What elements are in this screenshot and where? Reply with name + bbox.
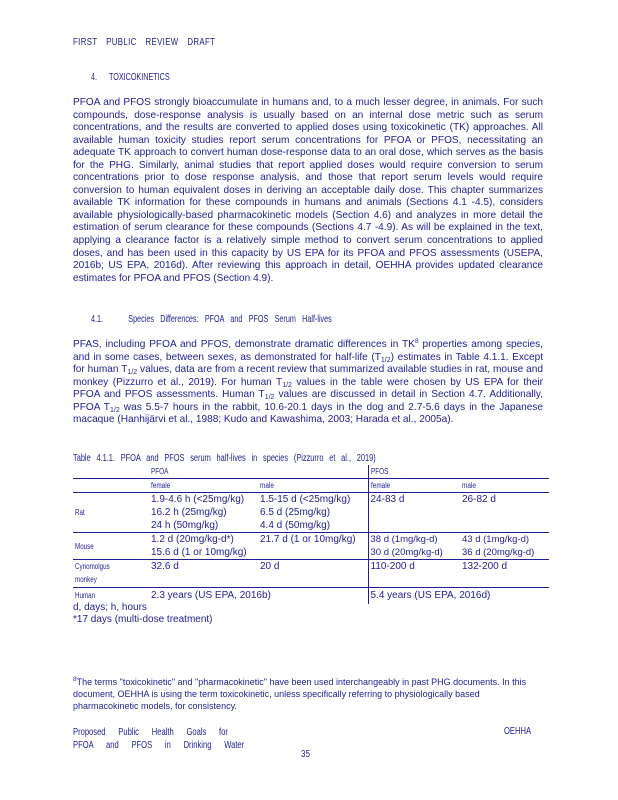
table-cell: 24-83 d (368, 493, 460, 533)
table-row (73, 533, 549, 560)
section-title: TOXICOKINETICS (108, 72, 170, 83)
page-number: 35 (301, 749, 310, 760)
footer-agency: OEHHA (504, 726, 532, 737)
table-cell: 132-200 d (462, 561, 508, 572)
table-group-header (73, 465, 549, 479)
subsection-title: Species Differences: PFOA and PFOS Serum Half-lives (128, 314, 332, 325)
table-cell: 1.9-4.6 h (<25mg/kg) 16.2 h (25mg/kg) 24 h (50mg/kg) (151, 494, 245, 531)
footer-line-1: Proposed Public Health Goals for (73, 727, 228, 738)
footer-title (73, 726, 244, 752)
footnote: $^8$The terms "toxicokinetic" and "pharmacokinetic" have been used interchangeably in past PHG documents. In this document, OEHHA is using the term toxicokinetic, unless specifically referring to physiologically based pharmacokinetic models, for consistency. (73, 676, 527, 711)
species-label: Mouse (75, 541, 94, 551)
subsection-number: 4.1. (91, 314, 104, 325)
footnote-ref: 8 (414, 338, 419, 345)
table-cell: 5.4 years (US EPA, 2016d) (368, 588, 549, 604)
table-cell: 1.5-15 d (<25mg/kg) 6.5 d (25mg/kg) 4.4 d (50mg/kg) (260, 494, 351, 531)
document-header: FIRST PUBLIC REVIEW DRAFT (73, 37, 216, 48)
species-label: Cynomolgus monkey (75, 562, 110, 584)
table-cell: 20 d (260, 561, 280, 572)
group-header-pfoa: PFOA (151, 467, 169, 476)
table-sub-header (73, 479, 549, 493)
table-row (73, 560, 549, 588)
table-cell: 43 d (1mg/kg-d) 36 d (20mg/kg-d) (462, 534, 535, 558)
table-cell: 110-200 d (368, 560, 460, 588)
species-label: Rat (75, 508, 85, 517)
table-cell: 1.2 d (20mg/kg-d*) 15.6 d (1 or 10mg/kg) (151, 534, 247, 558)
table-row (73, 493, 549, 533)
section-heading-4-1 (91, 314, 332, 325)
table-cell: 21.7 d (1 or 10mg/kg) (260, 534, 356, 545)
footnote-marker: 8 (73, 676, 77, 683)
table-cell: 32.6 d (151, 561, 179, 572)
table-cell: 38 d (1mg/kg-d) 30 d (20mg/kg-d) (368, 533, 460, 560)
table-cell: 26-82 d (462, 494, 496, 505)
section-number: 4. (91, 72, 98, 83)
footer-line-2: PFOA and PFOS in Drinking Water (73, 740, 245, 751)
table-note-abbreviations: d, days; h, hours (73, 602, 147, 613)
species-label: Human (75, 591, 96, 601)
column-header: female (370, 481, 390, 490)
group-header-pfos: PFOS (370, 467, 388, 476)
column-header: male (462, 481, 476, 490)
table-note-asterisk: *17 days (multi-dose treatment) (73, 614, 213, 625)
section-heading-4 (91, 72, 170, 83)
table-cell: 2.3 years (US EPA, 2016b) (151, 590, 271, 602)
intro-paragraph: PFOA and PFOS strongly bioaccumulate in humans and, to a much lesser degree, in animals. For such compounds, dose-response analysis is usually based on an internal dose metric such as serum concentrations, and the results are converted to applied doses using toxicokinetic (TK) approaches. All available human toxicity studies report serum concentrations for PFOA or PFOS, necessitating an adequate TK approach to convert human dose-response data to an oral dose, which serves as the basis for the PHG. Similarly, animal studies that report applied doses would require conversion to serum concentrations prior to dose response analysis, and those that report serum levels would require conversion to human equivalent doses in deriving an acceptable daily dose. This chapter summarizes available TK information for these compounds in humans and animals (Sections 4.1 -4.5), considers available physiologically-based pharmacokinetic models (Section 4.6) and analyzes in more detail the estimation of serum clearance for these compounds (Sections 4.7 -4.9). As will be explained in the text, applying a clearance factor is a relatively simple method to convert serum concentrations to applied doses, and has been used in this capacity by US EPA for its PFOA and PFOS assessments (USEPA, 2016b; US EPA, 2016d). After reviewing this approach in detail, OEHHA provides updated clearance estimates for PFOA and PFOS (Section 4.9). (73, 97, 543, 284)
half-life-table (73, 465, 549, 604)
species-paragraph: PFAS, including PFOA and PFOS, demonstrate dramatic differences in $TK^8$ properties among species, and in some cases, between sexes, as demonstrated for half-life $(T_{1/2})$ estimates in Table 4.1.1. Except for human $T_{1/2}$ values, data are from a recent review that summarized available studies in rat, mouse and monkey (Pizzurro et al., 2019). For human $T_{1/2}$ values in the table were chosen by US EPA for their PFOA and PFOS assessments. Human $T_{1/2}$ values are discussed in detail in Section 4.7. Additionally, PFOA $T_{1/2}$ was 5.5-7 hours in the rabbit, 10.6-20.1 days in the dog and 2.7-5.6 days in the Japanese macaque (Hanhijärvi et al., 1988; Kudo and Kawashima, 2003; Harada et al., 2005a). (73, 338, 544, 426)
column-header: male (260, 481, 274, 490)
table-caption: Table 4.1.1. PFOA and PFOS serum half-lives in species (Pizzurro et al., 2019) (73, 453, 376, 464)
column-header: female (151, 481, 171, 490)
